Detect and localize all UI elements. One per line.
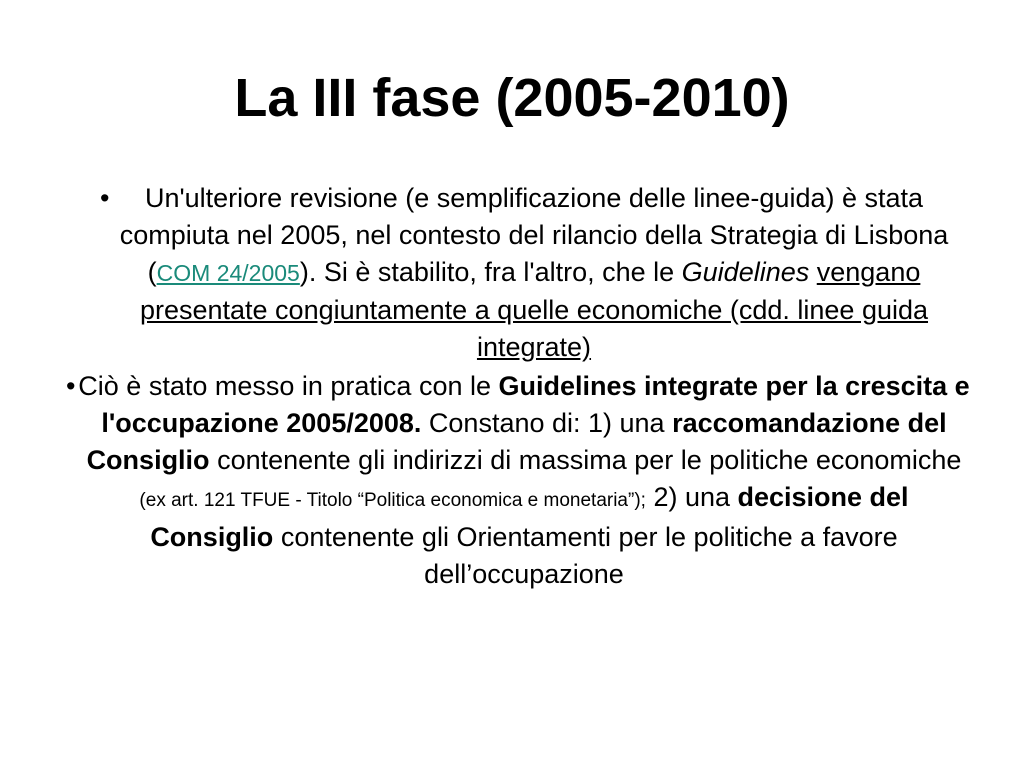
bullet-text: 2) una: [645, 482, 738, 512]
bold-text: raccomandazione del Consiglio: [86, 408, 947, 475]
bullet-dot-icon: •: [100, 183, 110, 213]
bullet-text: contenente gli indirizzi di massima per le politiche economiche: [209, 445, 962, 475]
bullet-item: [58, 180, 970, 366]
bullet-text: [809, 257, 817, 287]
bullet-dot-icon: •: [66, 371, 76, 401]
small-note: (ex art. 121 TFUE - Titolo “Politica economica e monetaria”);: [139, 490, 646, 511]
bullet-item: [58, 368, 970, 593]
bullet-text: Ciò è stato messo in pratica con le: [78, 371, 499, 401]
com-link[interactable]: COM 24/2005: [156, 260, 300, 286]
bullet-text: Constano di: 1) una: [421, 408, 673, 438]
bold-text: decisione del Consiglio: [150, 482, 909, 552]
slide-title: La III fase (2005-2010): [234, 68, 790, 128]
bullet-text: ). Si è stabilito, fra l'altro, che le: [299, 257, 682, 287]
underlined-text: vengano presentate congiuntamente a quelle economiche (cdd. linee guida integrate): [139, 257, 929, 362]
bullet-text: Un'ulteriore revisione (e semplificazione delle linee-guida) è stata compiuta nel 2005, nel contesto del rilancio della Strategia di Lisbona (: [119, 183, 949, 287]
italic-term: Guidelines: [681, 257, 810, 287]
bullet-text: contenente gli Orientamenti per le politiche a favore dell’occupazione: [273, 522, 898, 589]
bullet-list: [58, 180, 970, 595]
bold-text: Guidelines integrate per la crescita e l'occupazione 2005/2008.: [101, 371, 970, 438]
